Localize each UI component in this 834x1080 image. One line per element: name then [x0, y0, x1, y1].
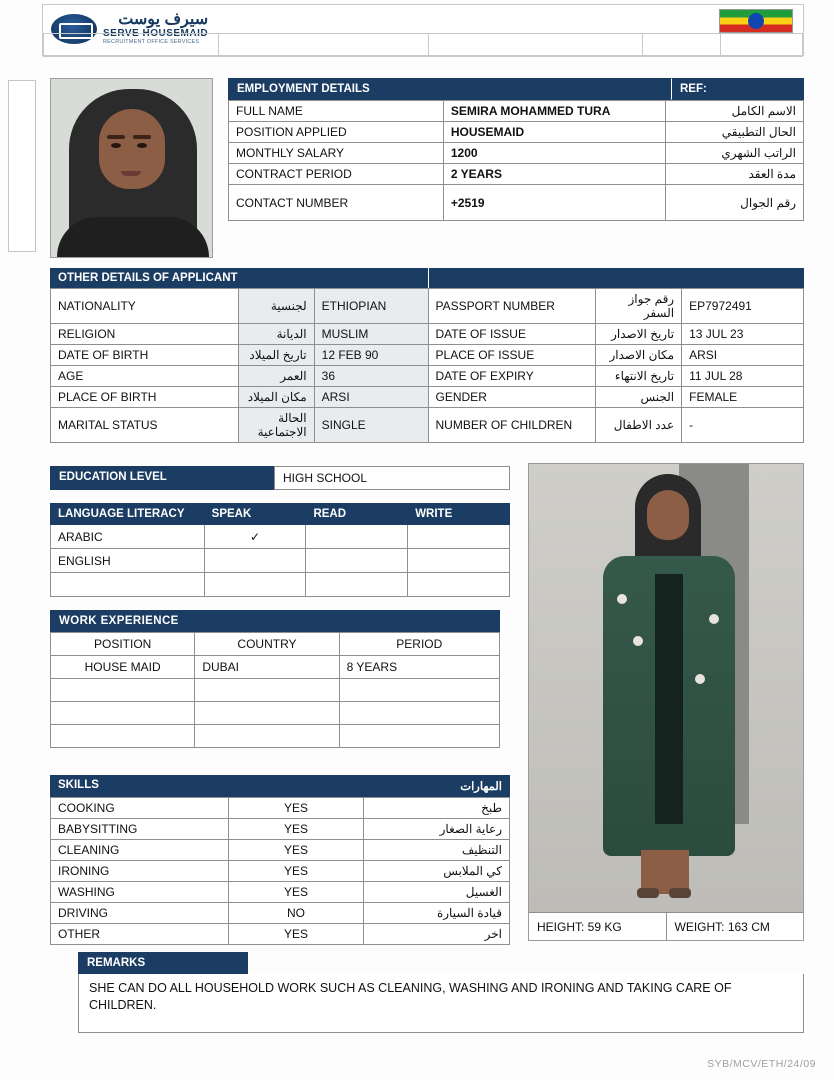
table-row [229, 101, 804, 122]
marital-status-arabic: الحالة الاجتماعية [238, 408, 314, 443]
header-cell-3 [429, 33, 643, 57]
work-position [51, 702, 195, 725]
date-of-birth-label: DATE OF BIRTH [51, 345, 239, 366]
table-row [51, 525, 510, 549]
date-of-birth-value: 12 FEB 90 [314, 345, 428, 366]
language-read [306, 525, 408, 549]
other-details-table [50, 288, 804, 443]
full-name-value: SEMIRA MOHAMMED TURA [443, 101, 665, 122]
speak-column-header: SPEAK [204, 504, 306, 525]
children-count-value: - [682, 408, 804, 443]
height-value: HEIGHT: 59 KG [529, 912, 666, 940]
language-write [408, 573, 510, 597]
table-row [51, 324, 804, 345]
remarks-title: REMARKS [78, 952, 248, 974]
work-experience-table [50, 632, 500, 748]
children-count-label: NUMBER OF CHILDREN [428, 408, 596, 443]
table-row [51, 840, 510, 861]
work-period [339, 679, 499, 702]
monthly-salary-label: MONTHLY SALARY [229, 143, 444, 164]
position-column-header: POSITION [51, 633, 195, 656]
monthly-salary-arabic: الراتب الشهري [665, 143, 803, 164]
marital-status-value: SINGLE [314, 408, 428, 443]
table-row [51, 656, 500, 679]
table-header-row [51, 504, 510, 525]
work-country [195, 702, 339, 725]
skill-arabic: التنظيف [364, 840, 510, 861]
period-column-header: PERIOD [339, 633, 499, 656]
other-details-title: OTHER DETAILS OF APPLICANT [50, 268, 428, 288]
position-applied-label: POSITION APPLIED [229, 122, 444, 143]
passport-number-arabic: رقم جواز السفر [596, 289, 682, 324]
table-row [229, 164, 804, 185]
date-of-birth-arabic: تاريخ الميلاد [238, 345, 314, 366]
table-row [51, 345, 804, 366]
religion-label: RELIGION [51, 324, 239, 345]
table-row [51, 882, 510, 903]
skill-name: OTHER [51, 924, 229, 945]
language-name: ARABIC [51, 525, 205, 549]
skill-arabic: رعاية الصغار [364, 819, 510, 840]
language-column-header: LANGUAGE LITERACY [51, 504, 205, 525]
age-arabic: العمر [238, 366, 314, 387]
skills-title-arabic: المهارات [304, 775, 510, 797]
table-row [51, 679, 500, 702]
language-read [306, 549, 408, 573]
table-row [229, 143, 804, 164]
employment-table [228, 100, 804, 221]
monthly-salary-value: 1200 [443, 143, 665, 164]
work-experience-title: WORK EXPERIENCE [50, 610, 500, 632]
skill-arabic: الغسيل [364, 882, 510, 903]
language-read [306, 573, 408, 597]
work-period: 8 YEARS [339, 656, 499, 679]
passport-number-label: PASSPORT NUMBER [428, 289, 596, 324]
skill-value: YES [228, 924, 364, 945]
contract-period-value: 2 YEARS [443, 164, 665, 185]
skill-value: YES [228, 798, 364, 819]
education-level-value: HIGH SCHOOL [274, 466, 510, 490]
passport-number-value: EP7972491 [682, 289, 804, 324]
table-row [229, 185, 804, 221]
language-table [50, 503, 510, 597]
contact-number-value: +2519 [443, 185, 665, 221]
place-of-issue-value: ARSI [682, 345, 804, 366]
work-position: HOUSE MAID [51, 656, 195, 679]
nationality-label: NATIONALITY [51, 289, 239, 324]
skills-table [50, 797, 510, 945]
header-cells [43, 33, 803, 57]
date-of-issue-value: 13 JUL 23 [682, 324, 804, 345]
ethiopia-flag-icon [719, 9, 793, 33]
work-position [51, 679, 195, 702]
work-country [195, 725, 339, 748]
date-of-expiry-label: DATE OF EXPIRY [428, 366, 596, 387]
skill-name: DRIVING [51, 903, 229, 924]
remarks-text: SHE CAN DO ALL HOUSEHOLD WORK SUCH AS CLEANING, WASHING AND IRONING AND TAKING CARE OF CHILDREN. [78, 974, 804, 1033]
document-code: SYB/MCV/ETH/24/09 [707, 1058, 816, 1070]
skill-value: YES [228, 882, 364, 903]
employment-details-section [228, 78, 804, 221]
skill-value: YES [228, 819, 364, 840]
language-write [408, 549, 510, 573]
work-country [195, 679, 339, 702]
other-details-section [50, 268, 804, 443]
place-of-issue-label: PLACE OF ISSUE [428, 345, 596, 366]
position-applied-arabic: الحال التطبيقي [665, 122, 803, 143]
write-column-header: WRITE [408, 504, 510, 525]
gender-value: FEMALE [682, 387, 804, 408]
contact-number-arabic: رقم الجوال [665, 185, 803, 221]
date-of-issue-label: DATE OF ISSUE [428, 324, 596, 345]
table-row [229, 122, 804, 143]
gender-label: GENDER [428, 387, 596, 408]
place-of-issue-arabic: مكان الاصدار [596, 345, 682, 366]
skills-title: SKILLS [50, 775, 304, 797]
table-row [51, 366, 804, 387]
table-row [51, 903, 510, 924]
header-cell-4 [643, 33, 721, 57]
religion-value: MUSLIM [314, 324, 428, 345]
ref-label: REF: [671, 78, 804, 100]
children-count-arabic: عدد الاطفال [596, 408, 682, 443]
header-cell-2 [219, 33, 429, 57]
date-of-expiry-arabic: تاريخ الانتهاء [596, 366, 682, 387]
table-row [51, 861, 510, 882]
skill-value: YES [228, 861, 364, 882]
position-applied-value: HOUSEMAID [443, 122, 665, 143]
skill-arabic: اخر [364, 924, 510, 945]
age-label: AGE [51, 366, 239, 387]
nationality-arabic: لجنسية [238, 289, 314, 324]
table-row [51, 387, 804, 408]
skill-value: YES [228, 840, 364, 861]
table-row [51, 408, 804, 443]
language-name: ENGLISH [51, 549, 205, 573]
work-period [339, 725, 499, 748]
contract-period-label: CONTRACT PERIOD [229, 164, 444, 185]
place-of-birth-value: ARSI [314, 387, 428, 408]
work-experience-section [50, 610, 500, 748]
full-name-label: FULL NAME [229, 101, 444, 122]
gender-arabic: الجنس [596, 387, 682, 408]
education-level-label: EDUCATION LEVEL [50, 466, 274, 490]
skill-name: WASHING [51, 882, 229, 903]
skill-value: NO [228, 903, 364, 924]
skill-name: BABYSITTING [51, 819, 229, 840]
full-body-photo [529, 464, 803, 912]
skill-arabic: كي الملابس [364, 861, 510, 882]
work-period [339, 702, 499, 725]
religion-arabic: الديانة [238, 324, 314, 345]
language-literacy-section [50, 503, 510, 597]
skill-arabic: طبخ [364, 798, 510, 819]
applicant-portrait-photo [50, 78, 213, 258]
table-row [51, 573, 510, 597]
language-speak [204, 549, 306, 573]
brand-subtitle: RECRUITMENT OFFICE SERVICES [103, 38, 200, 45]
weight-value: WEIGHT: 163 CM [666, 912, 804, 940]
table-row [51, 702, 500, 725]
skill-arabic: قيادة السيارة [364, 903, 510, 924]
age-value: 36 [314, 366, 428, 387]
table-row [51, 289, 804, 324]
full-body-photo-panel [528, 463, 804, 941]
table-row [51, 924, 510, 945]
language-name [51, 573, 205, 597]
date-of-issue-arabic: تاريخ الاصدار [596, 324, 682, 345]
employment-details-title: EMPLOYMENT DETAILS [228, 78, 671, 100]
nationality-value: ETHIOPIAN [314, 289, 428, 324]
country-column-header: COUNTRY [195, 633, 339, 656]
skill-name: CLEANING [51, 840, 229, 861]
table-row [51, 819, 510, 840]
read-column-header: READ [306, 504, 408, 525]
header-cell-5 [721, 33, 803, 57]
skill-name: IRONING [51, 861, 229, 882]
place-of-birth-label: PLACE OF BIRTH [51, 387, 239, 408]
education-section [50, 466, 510, 490]
contact-number-label: CONTACT NUMBER [229, 185, 444, 221]
skill-name: COOKING [51, 798, 229, 819]
table-header-row [51, 633, 500, 656]
full-name-arabic: الاسم الكامل [665, 101, 803, 122]
contract-period-arabic: مدة العقد [665, 164, 803, 185]
table-row [51, 549, 510, 573]
language-write [408, 525, 510, 549]
language-speak [204, 573, 306, 597]
brand-arabic: سيرف يوست [118, 11, 209, 29]
date-of-expiry-value: 11 JUL 28 [682, 366, 804, 387]
remarks-section [78, 952, 804, 1033]
language-speak: ✓ [204, 525, 306, 549]
work-position [51, 725, 195, 748]
place-of-birth-arabic: مكان الميلاد [238, 387, 314, 408]
table-row [51, 798, 510, 819]
brand-english: SERVE HOUSEMAID [103, 28, 209, 40]
work-country: DUBAI [195, 656, 339, 679]
header-cell-1 [43, 33, 219, 57]
skills-section [50, 775, 510, 945]
left-margin-strip [8, 80, 36, 252]
other-details-title-right [428, 268, 804, 288]
table-row [51, 725, 500, 748]
document-header [42, 4, 804, 56]
marital-status-label: MARITAL STATUS [51, 408, 239, 443]
